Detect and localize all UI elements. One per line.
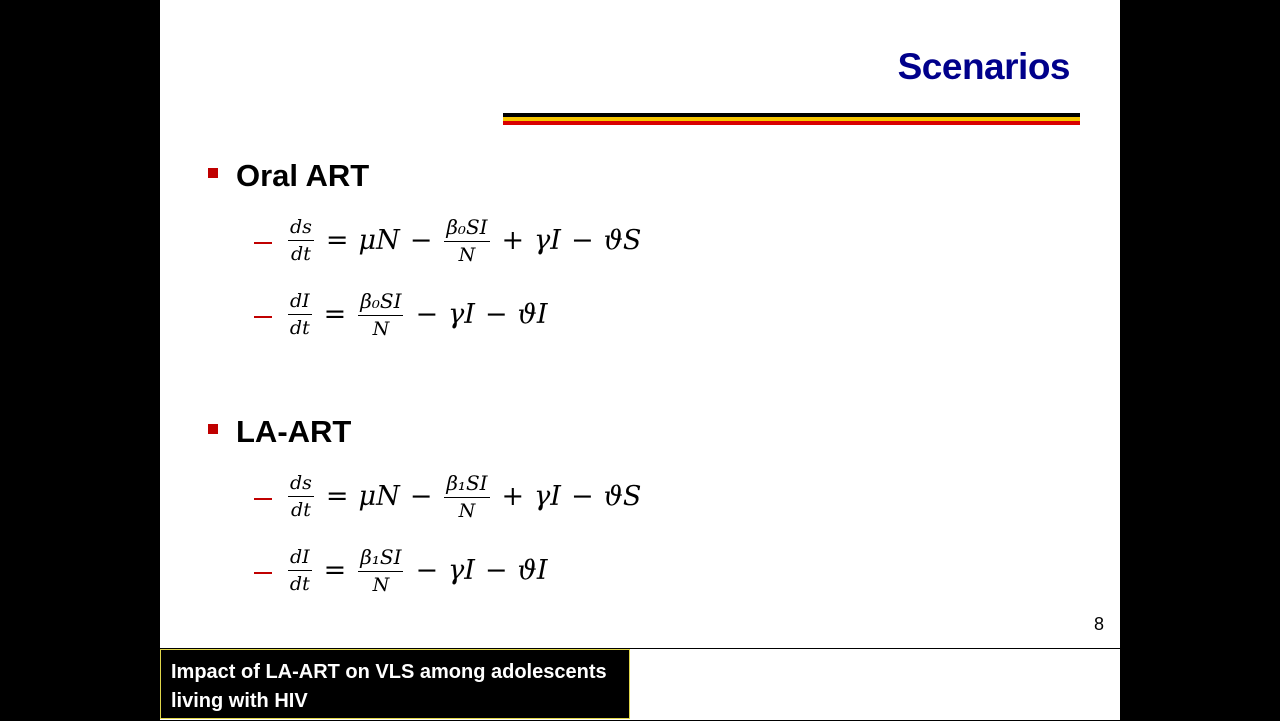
dash-marker: [254, 242, 272, 244]
lhs-denominator: dt: [291, 499, 311, 522]
bullet-square: [208, 168, 218, 178]
lhs-denominator: dt: [289, 317, 310, 340]
slide: [160, 0, 1120, 720]
rate-fraction: [444, 472, 489, 522]
fraction-denominator: N: [458, 500, 476, 522]
dash-marker: [254, 572, 272, 574]
operator: −: [484, 299, 508, 331]
lhs-numerator: dI: [290, 545, 310, 568]
lhs-numerator: ds: [290, 215, 312, 238]
fraction-numerator: β₁SI: [360, 545, 402, 569]
term: γI: [448, 555, 475, 587]
lhs-numerator: ds: [290, 471, 312, 494]
section-heading: Oral ART: [236, 158, 370, 193]
operator: −: [484, 555, 508, 587]
operator: −: [415, 299, 439, 331]
operator: −: [570, 481, 594, 513]
term: ϑI: [517, 299, 548, 331]
equation-la-di: [254, 546, 550, 596]
page-number: 8: [1094, 614, 1105, 634]
dash-marker: [254, 316, 272, 318]
equals-sign: =: [323, 299, 347, 331]
equation-la-ds: [254, 472, 643, 522]
stripe-red: [503, 121, 1080, 125]
term: γI: [534, 225, 561, 257]
operator: −: [570, 225, 594, 257]
lhs-denominator: dt: [289, 573, 310, 596]
operator: +: [501, 225, 525, 257]
title-stripes: [503, 113, 1080, 125]
slide-footer: [160, 648, 1120, 721]
lhs-fraction: [288, 217, 314, 266]
equals-sign: =: [325, 225, 349, 257]
rate-fraction: [358, 546, 403, 596]
lhs-denominator: dt: [291, 243, 311, 266]
term: μN: [358, 225, 400, 257]
lhs-fraction: [288, 547, 312, 596]
dash-marker: [254, 498, 272, 500]
fraction-numerator: β₀SI: [360, 289, 402, 313]
lhs-fraction: [288, 291, 312, 340]
section-heading: LA-ART: [236, 414, 352, 449]
equation-oral-ds: [254, 216, 643, 266]
operator: −: [415, 555, 439, 587]
lhs-fraction: [288, 473, 314, 522]
fraction-denominator: N: [372, 574, 390, 596]
footer-title-box: Impact of LA-ART on VLS among adolescents living with HIV: [160, 649, 630, 719]
operator: −: [409, 225, 433, 257]
rate-fraction: [358, 290, 403, 340]
rate-fraction: [444, 216, 489, 266]
term: γI: [448, 299, 475, 331]
bullet-square: [208, 424, 218, 434]
equation-oral-di: [254, 290, 550, 340]
fraction-denominator: N: [372, 318, 390, 340]
fraction-denominator: N: [458, 244, 476, 266]
term: γI: [534, 481, 561, 513]
slide-title: Scenarios: [897, 46, 1070, 87]
term: ϑS: [603, 225, 642, 257]
fraction-numerator: β₀SI: [446, 215, 488, 239]
equals-sign: =: [323, 555, 347, 587]
term: μN: [358, 481, 400, 513]
equals-sign: =: [325, 481, 349, 513]
term: ϑS: [603, 481, 642, 513]
fraction-numerator: β₁SI: [446, 471, 488, 495]
operator: −: [409, 481, 433, 513]
lhs-numerator: dI: [290, 289, 310, 312]
operator: +: [501, 481, 525, 513]
term: ϑI: [517, 555, 548, 587]
